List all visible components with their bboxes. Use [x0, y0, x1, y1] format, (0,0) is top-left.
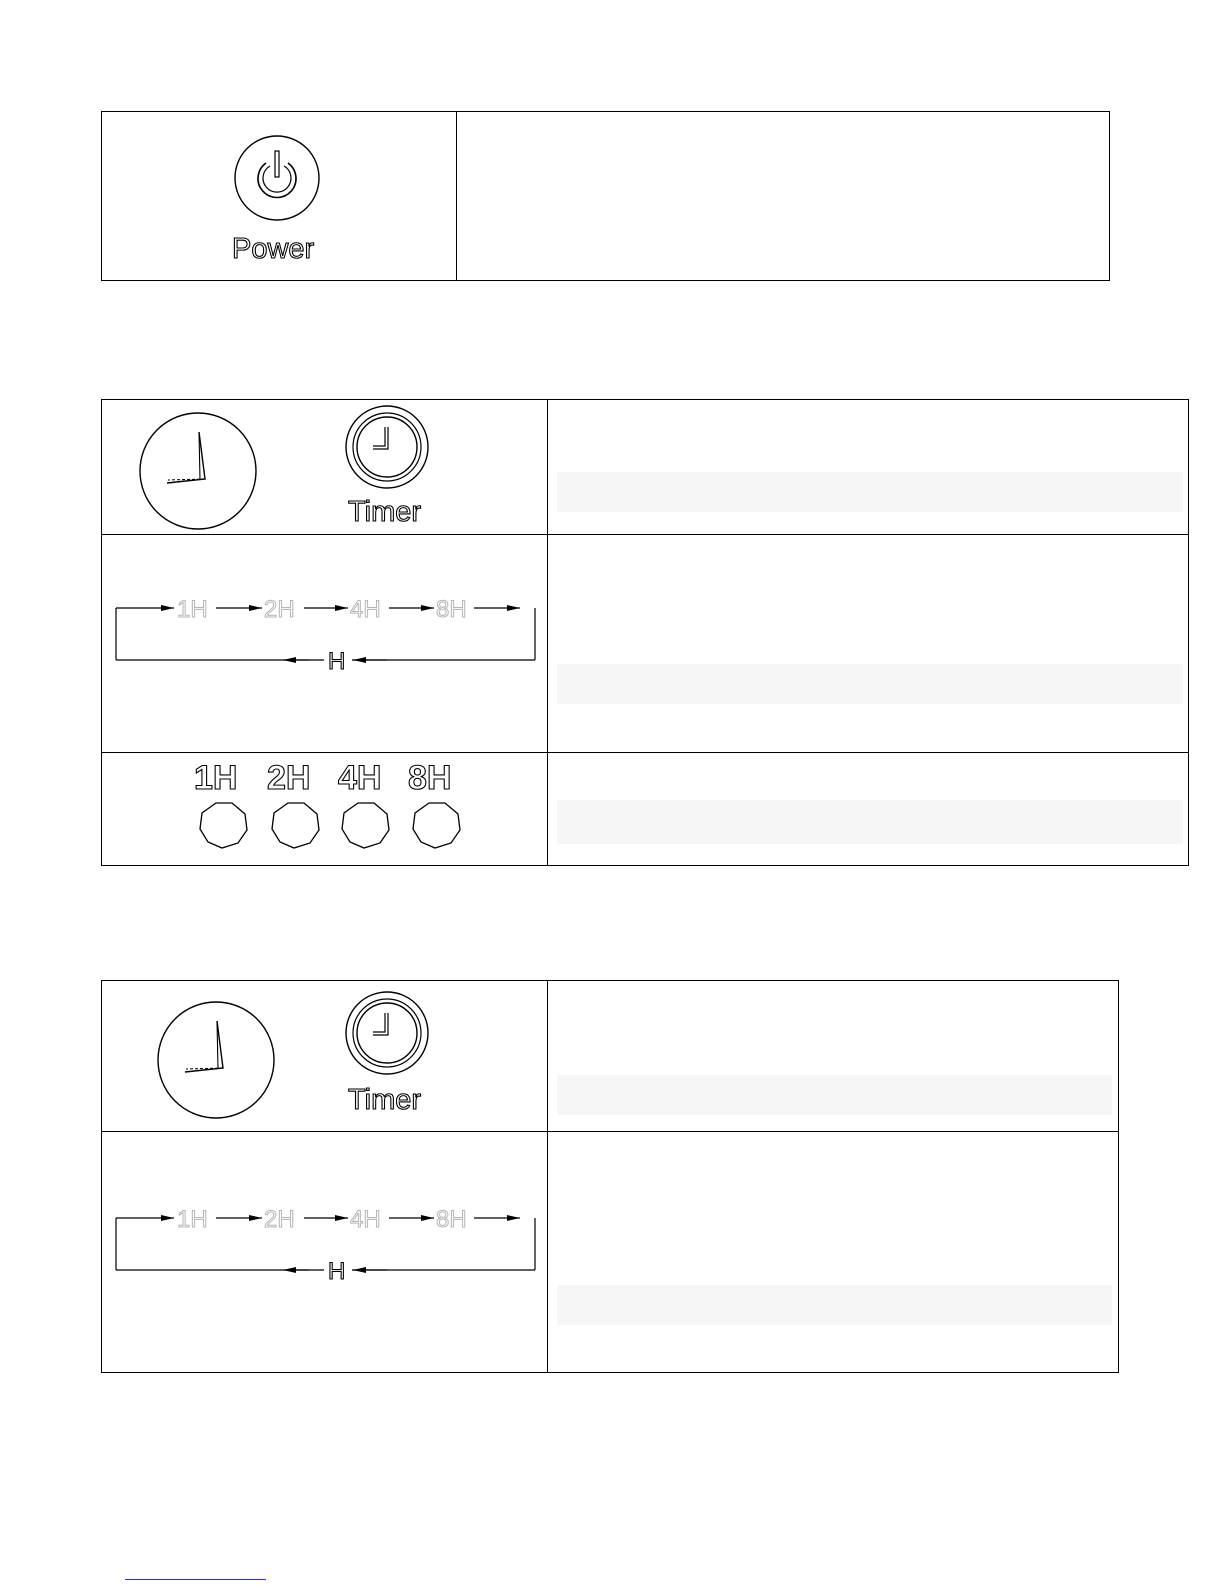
timer-cycle-diagram: [102, 534, 547, 752]
power-description-cell: [457, 112, 1109, 280]
cycle-step-1h: 1H: [177, 596, 208, 623]
timer-table-1: [101, 399, 1189, 866]
cycle-return-label: H: [328, 648, 346, 675]
timer-desc-shade-3: [557, 800, 1183, 844]
cycle-step-4h: 4H: [350, 1206, 381, 1233]
power-table: [101, 111, 1110, 281]
timer-desc-shade-1: [557, 472, 1183, 512]
timer-table-2: [101, 980, 1119, 1373]
indicator-light-2h: [272, 803, 319, 848]
indicator-label-4h: 4H: [338, 759, 382, 797]
timer-indicators: [102, 752, 547, 867]
timer-button-label: Timer: [348, 496, 422, 528]
indicator-light-8h: [413, 803, 460, 848]
cycle-step-8h: 8H: [436, 1206, 467, 1233]
cycle-step-4h: 4H: [350, 596, 381, 623]
indicator-light-1h: [200, 803, 247, 848]
indicator-label-8h: 8H: [408, 759, 452, 797]
indicator-label-1h: 1H: [194, 759, 238, 797]
timer2-desc-shade-1: [557, 1075, 1112, 1115]
indicator-light-4h: [342, 803, 389, 848]
clock-icon: [157, 1001, 277, 1121]
cycle-step-8h: 8H: [436, 596, 467, 623]
cycle-step-1h: 1H: [177, 1206, 208, 1233]
cycle-step-2h: 2H: [264, 1206, 295, 1233]
timer-button-icon[interactable]: [345, 405, 431, 491]
timer2-desc-shade-2: [557, 1285, 1112, 1325]
clock-icon: [139, 412, 259, 532]
timer-desc-shade-2: [557, 664, 1183, 704]
timer-cycle-diagram: [102, 1131, 547, 1374]
timer-button-icon[interactable]: [345, 991, 431, 1077]
power-button-icon[interactable]: [233, 137, 323, 227]
indicator-label-2h: 2H: [267, 759, 311, 797]
footer-link-underline: [125, 1579, 266, 1580]
power-button-label: Power: [232, 233, 315, 265]
cycle-return-label: H: [328, 1258, 346, 1285]
timer-button-label: Timer: [348, 1084, 422, 1116]
cycle-step-2h: 2H: [264, 596, 295, 623]
